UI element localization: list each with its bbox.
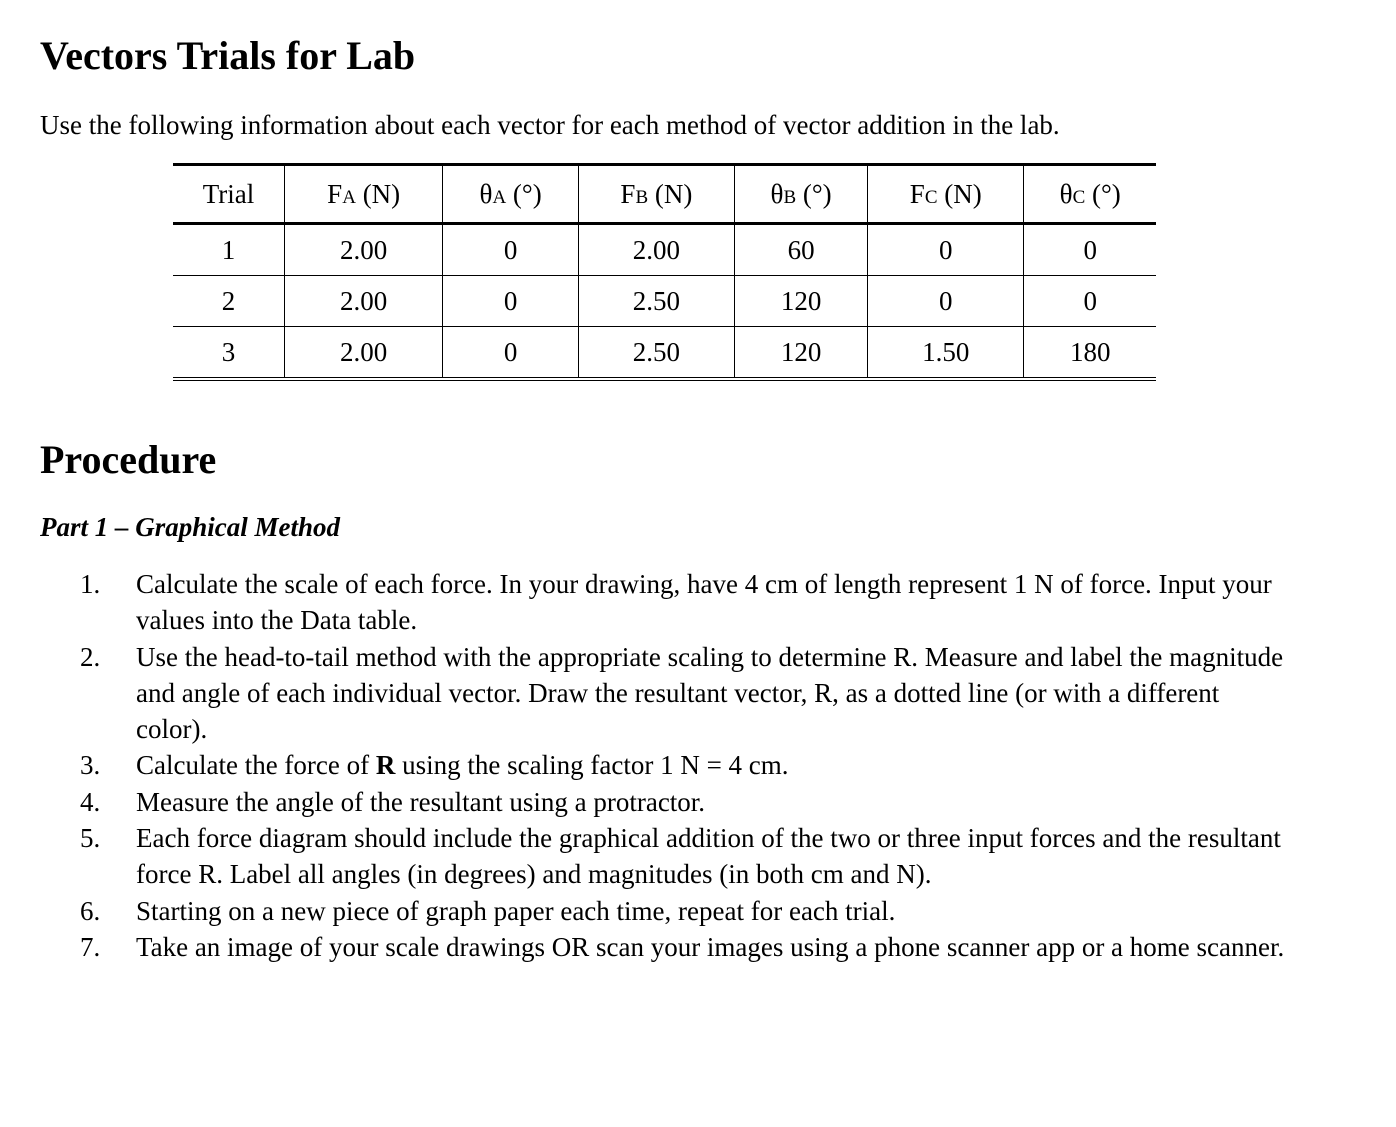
table-cell: 60 (735, 224, 868, 276)
list-item (80, 929, 1290, 965)
list-item (80, 784, 1290, 820)
step-text: Calculate the force of R using the scaling factor 1 N = 4 cm. (136, 750, 789, 781)
table-header-row (173, 165, 1156, 224)
table-cell: 0 (443, 327, 578, 380)
step-number: 4. (80, 786, 101, 817)
table-cell: 120 (735, 327, 868, 380)
column-header-force-a: FA (N) (284, 165, 442, 224)
table-row (173, 224, 1156, 276)
procedure-heading: Procedure (40, 437, 217, 482)
table-cell: 2.00 (284, 327, 442, 380)
list-item (80, 747, 1290, 783)
table-row (173, 276, 1156, 327)
step-number: 7. (80, 931, 101, 962)
table-cell: 0 (443, 276, 578, 327)
list-item (80, 566, 1290, 639)
step-text: Calculate the scale of each force. In your drawing, have 4 cm of length represent 1 N of force. Input your values into the Data table. (136, 569, 1272, 636)
step-text: Measure the angle of the resultant using a protractor. (136, 786, 706, 817)
step-number: 6. (80, 895, 101, 926)
vector-trials-table (173, 163, 1156, 381)
step-number: 3. (80, 750, 101, 781)
table-cell: 2 (173, 276, 284, 327)
column-header-trial: Trial (173, 165, 284, 224)
step-number: 5. (80, 823, 101, 854)
table-cell: 2.00 (284, 224, 442, 276)
step-text: Take an image of your scale drawings OR scan your images using a phone scanner app or a home scanner. (136, 931, 1285, 962)
column-header-angle-a: θA (°) (443, 165, 578, 224)
column-header-force-c: FC (N) (868, 165, 1024, 224)
step-number: 2. (80, 641, 101, 672)
table-cell: 120 (735, 276, 868, 327)
table-cell: 0 (868, 276, 1024, 327)
table-cell: 1.50 (868, 327, 1024, 380)
table-cell: 0 (868, 224, 1024, 276)
table-cell: 0 (443, 224, 578, 276)
table-cell: 2.00 (284, 276, 442, 327)
list-item (80, 893, 1290, 929)
column-header-force-b: FB (N) (578, 165, 734, 224)
list-item (80, 820, 1290, 893)
table-cell: 0 (1024, 224, 1156, 276)
list-item (80, 639, 1290, 748)
table-row (173, 327, 1156, 380)
table-cell: 3 (173, 327, 284, 380)
table-cell: 2.00 (578, 224, 734, 276)
resultant-r-bold: R (375, 750, 396, 781)
table-cell: 2.50 (578, 327, 734, 380)
intro-text: Use the following information about each vector for each method of vector addition in the lab. (40, 110, 1060, 140)
table-cell: 1 (221, 234, 236, 265)
table-cell: 0 (1024, 276, 1156, 327)
step-text: Starting on a new piece of graph paper each time, repeat for each trial. (136, 895, 896, 926)
table-cell: 180 (1024, 327, 1156, 380)
table-cell: 2.50 (578, 276, 734, 327)
part-1-heading: Part 1 – Graphical Method (40, 512, 341, 542)
page-title: Vectors Trials for Lab (40, 33, 416, 78)
column-header-angle-c: θC (°) (1024, 165, 1156, 224)
step-number: 1. (80, 569, 101, 599)
step-text: Use the head-to-tail method with the appropriate scaling to determine R. Measure and label the magnitude and angle of each individual vector. Draw the resultant vector, R, as a dotted line (or with a different color). (136, 641, 1284, 745)
column-header-angle-b: θB (°) (735, 165, 868, 224)
procedure-steps-list (80, 566, 1290, 965)
step-text: Each force diagram should include the graphical addition of the two or three input forces and the resultant force R. Label all angles (in degrees) and magnitudes (in both cm and N). (136, 823, 1281, 890)
